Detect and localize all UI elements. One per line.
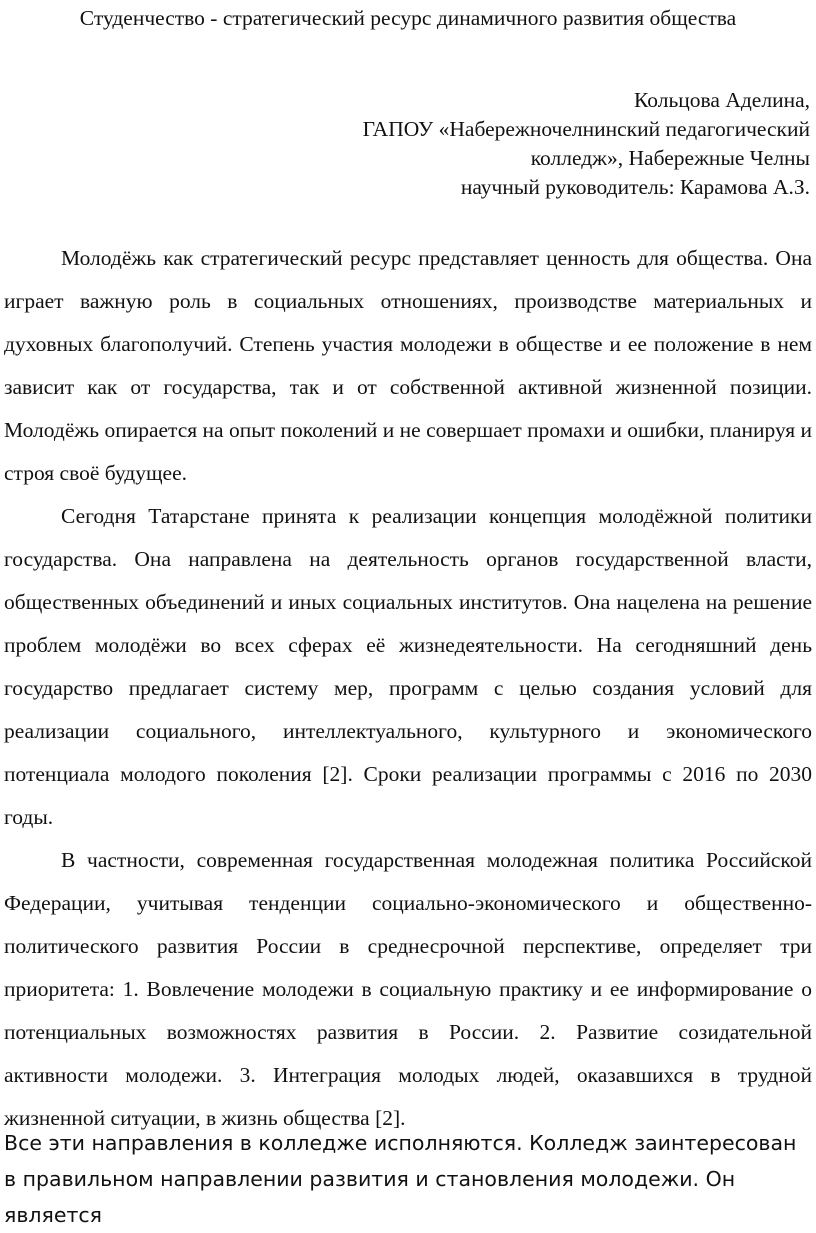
author-institution-line-2: колледж», Набережные Челны <box>530 146 810 170</box>
author-block <box>210 86 810 202</box>
tail-paragraph: Все эти направления в колледже исполняются. Колледж заинтересован в правильном направлении развития и становления молодежи. Он является <box>4 1131 797 1227</box>
author-institution-line-1: ГАПОУ «Набережночелнинский педагогический <box>362 117 810 141</box>
body-paragraph-3: В частности, современная государственная молодежная политика Российской Федерации, учитывая тенденции социально-экономического и общественно-политического развития России в среднесрочной перспективе, определяет три приоритета: 1. Вовлечение молодежи в социальную практику и ее информирование о потенциальных возможностях развития в России. 2. Развитие созидательной активности молодежи. 3. Интеграция молодых людей, оказавшихся в трудной жизненной ситуации, в жизнь общества [2]. <box>4 848 812 1130</box>
author-supervisor: научный руководитель: Карамова А.З. <box>460 175 810 199</box>
body-text <box>4 237 812 1140</box>
author-name: Кольцова Аделина, <box>634 88 810 112</box>
body-paragraph-2: Сегодня Татарстане принята к реализации концепция молодёжной политики государства. Она направлена на деятельность органов государственной власти, общественных объединений и иных социальных институтов. Она нацелена на решение проблем молодёжи во всех сферах её жизнедеятельности. На сегодняшний день государство предлагает систему мер, программ с целью создания условий для реализации социального, интеллектуального, культурного и экономического потенциала молодого поколения [2]. Сроки реализации программы с 2016 по 2030 годы. <box>4 504 812 829</box>
body-paragraph-1: Молодёжь как стратегический ресурс представляет ценность для общества. Она играет важную роль в социальных отношениях, производстве материальных и духовных благополучий. Степень участия молодежи в обществе и ее положение в нем зависит как от государства, так и от собственной активной жизненной позиции. Молодёжь опирается на опыт поколений и не совершает промахи и ошибки, планируя и строя своё будущее. <box>4 246 812 485</box>
document-title: Студенчество - стратегический ресурс динамичного развития общества <box>79 6 737 30</box>
tail-text <box>4 1125 812 1233</box>
